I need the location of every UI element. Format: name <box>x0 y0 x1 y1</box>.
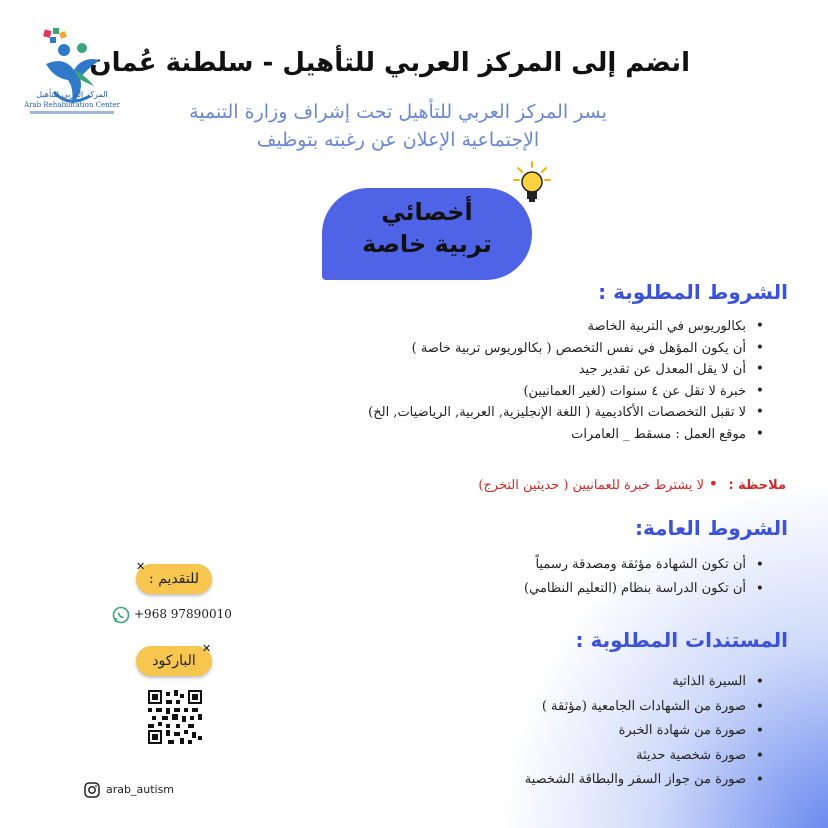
instagram-icon <box>84 782 100 798</box>
requirements-list <box>368 316 764 445</box>
logo-name-arabic: المركز العربي للتأهيل <box>36 90 108 99</box>
barcode-label: الباركود <box>152 653 196 669</box>
instagram-handle[interactable]: arab_autism <box>106 783 175 796</box>
page-title: انضم إلى المركز العربي للتأهيل - سلطنة عُمان <box>89 48 690 78</box>
general-list <box>524 553 764 601</box>
note-text: لا يشترط خبرة للعمانيين ( حديثين التخرج) <box>478 478 704 493</box>
note-bullet: • <box>708 474 718 493</box>
barcode-button[interactable] <box>136 646 212 676</box>
list-item: • خبرة لا تقل عن ٤ سنوات (لغير العمانيين) <box>368 381 746 403</box>
list-item: • صورة من شهادة الخبرة <box>525 719 746 744</box>
list-item: • صورة من جواز السفر والبطاقة الشخصية <box>525 768 746 793</box>
list-item: • أن تكون الشهادة مؤثقة ومصدقة رسمياً <box>524 553 746 577</box>
subtitle-line-1: يسر المركز العربي للتأهيل تحت إشراف وزارة التنمية <box>189 101 607 123</box>
list-item: • موقع العمل : مسقط _ العامرات <box>368 424 746 446</box>
list-item: • السيرة الذاتية <box>525 670 746 695</box>
general-heading: الشروط العامة: <box>635 516 788 540</box>
list-item: • صورة شخصية حديثة <box>525 744 746 769</box>
close-icon: ✕ <box>202 642 212 655</box>
logo-underline <box>30 111 114 114</box>
list-item: • أن تكون الدراسة بنظام (التعليم النظامي) <box>524 577 746 601</box>
documents-list <box>525 670 764 793</box>
apply-button[interactable] <box>136 564 212 594</box>
lightbulb-icon <box>512 160 552 208</box>
position-line-1: أخصائي <box>381 198 473 226</box>
list-item: • أن يكون المؤهل في نفس التخصص ( بكالوريوس تربية خاصة ) <box>368 338 746 360</box>
note-label: ملاحظة : <box>728 478 786 493</box>
requirements-heading: الشروط المطلوبة : <box>598 280 788 304</box>
close-icon: ✕ <box>136 560 146 573</box>
list-item: • صورة من الشهادات الجامعية (مؤثقة ) <box>525 695 746 720</box>
subtitle <box>178 98 618 154</box>
whatsapp-icon <box>112 606 130 624</box>
documents-heading: المستندات المطلوبة : <box>575 628 788 652</box>
position-title <box>322 196 532 260</box>
logo-name-english: Arab Rehabilitation Center <box>24 101 120 109</box>
qr-code-icon[interactable] <box>148 690 202 744</box>
list-item: • أن لا يقل المعدل عن تقدير جيد <box>368 359 746 381</box>
list-item: • بكالوريوس في التربية الخاصة <box>368 316 746 338</box>
apply-label: للتقديم : <box>149 571 199 587</box>
position-line-2: تربية خاصة <box>362 230 492 258</box>
phone-number[interactable]: +968 97890010 <box>134 607 232 621</box>
subtitle-line-2: الإجتماعية الإعلان عن رغبته بتوظيف <box>256 129 540 151</box>
list-item: • لا تقبل التخصصات الأكاديمية ( اللغة الإنجليزية, العربية, الرياضيات, الخ) <box>368 402 746 424</box>
